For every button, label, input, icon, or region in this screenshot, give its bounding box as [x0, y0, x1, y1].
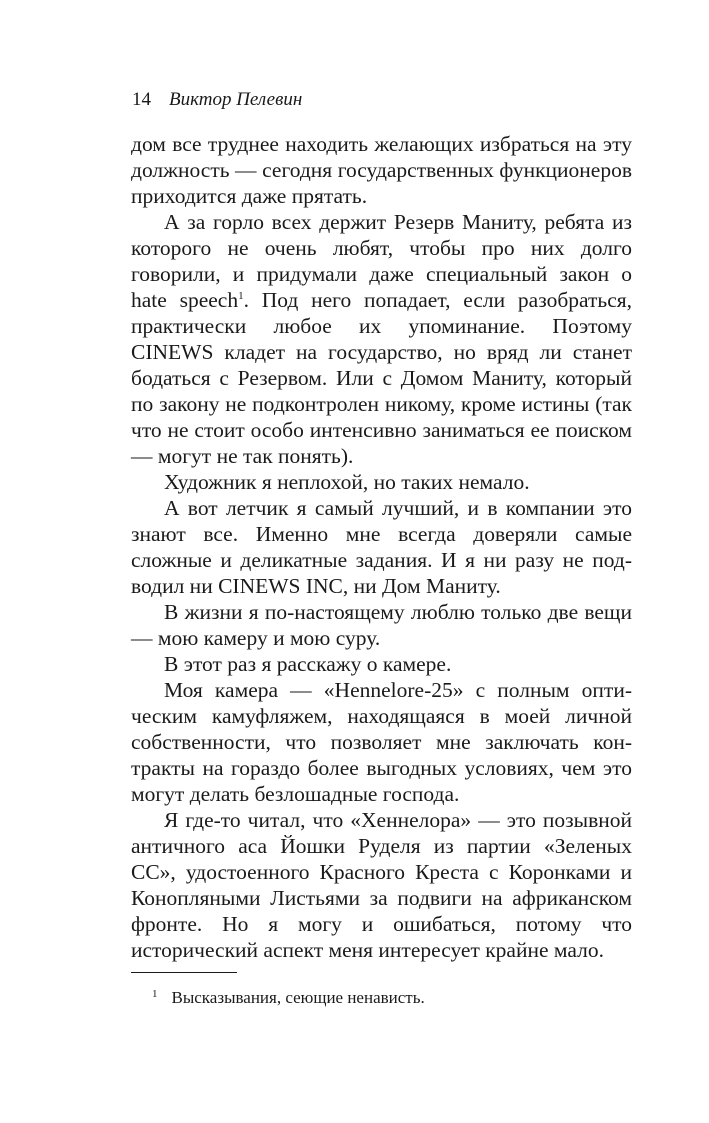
paragraph: Я где-то читал, что «Хеннелора» — это позывной античного аса Йошки Руделя из партии «Зеленых СС», удостоенного Красного Креста с Коронками и Конопляными Листьями за подвиги на африканском фронте. Но я могу и ошибаться, потому что исторический аспект меня интересует крайне мало. [131, 808, 632, 962]
paragraph-text: . Под него попадает, если разобраться, практически любое их упоминание. Поэтому CINEWS кладет на государство, но вряд ли станет бодаться с Резервом. Или с Домом Маниту, который по закону не подконтролен никому, кроме истины (так что не стоит особо интенсивно заниматься ее поиском — могут не так понять). [131, 288, 632, 468]
running-head-author: Виктор Пелевин [169, 89, 303, 110]
footnote-text: Высказывания, сеющие ненависть. [171, 988, 425, 1007]
paragraph: Моя камера — «Hennelore-25» с полным оптическим камуфляжем, находящаяся в моей личной собственности, что позволяет мне заключать контракты на гораздо более выгодных условиях, чем это могут делать безлошадные господа. [131, 678, 632, 806]
footnote-mark: 1 [152, 988, 158, 1000]
paragraph: Художник я неплохой, но таких немало. [164, 470, 530, 494]
paragraph-text: А за горло всех держит Резерв Маниту, ребята из которого не очень любят, чтобы про них долго говорили, и придумали даже специальный закон о hate speech [131, 210, 632, 312]
running-head [132, 88, 302, 112]
footnote [152, 983, 425, 1009]
paragraph: В этот раз я расскажу о камере. [164, 652, 452, 676]
page-number: 14 [132, 89, 151, 110]
body-text [131, 131, 632, 963]
paragraph [131, 209, 632, 469]
paragraph: А вот летчик я самый лучший, и в компании это знают все. Именно мне всегда доверяли самые сложные и деликатные задания. И я ни разу не подводил ни CINEWS INC, ни Дом Маниту. [131, 496, 632, 598]
paragraph: В жизни я по-настоящему люблю только две вещи — мою камеру и мою суру. [131, 600, 632, 650]
paragraph: дом все труднее находить желающих избраться на эту должность — сегодня государственных функционеров приходится даже прятать. [131, 132, 632, 208]
footnote-divider [131, 972, 237, 973]
footnote-reference: 1 [238, 290, 244, 302]
